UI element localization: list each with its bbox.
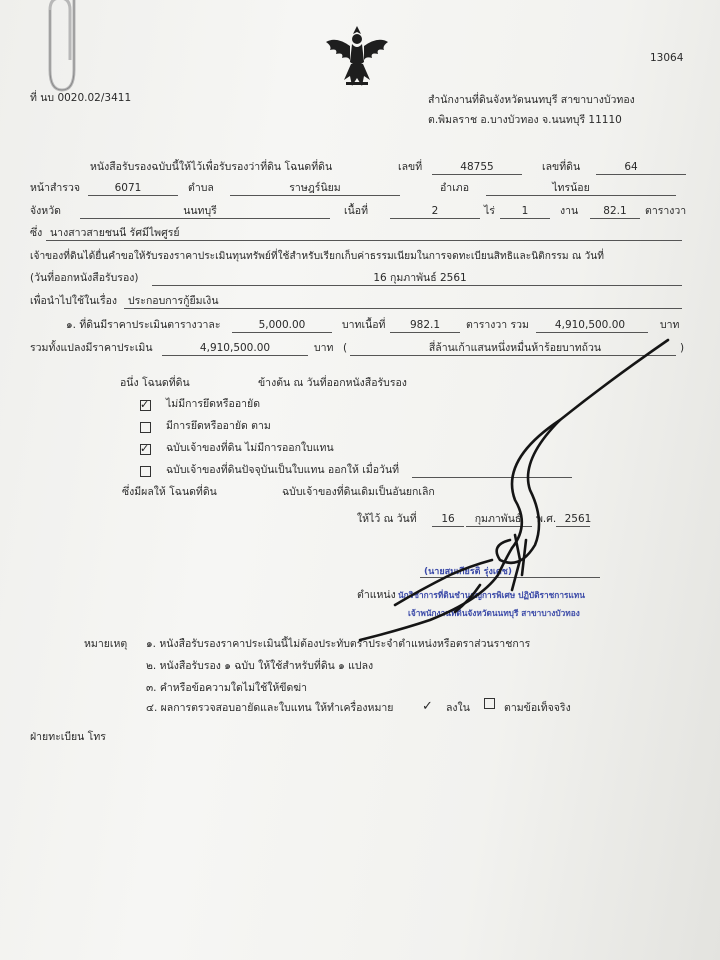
underline [390,218,480,219]
remark-option-2: ตามข้อเท็จจริง [504,702,571,714]
remark-item: ๑. หนังสือรับรองราคาประเมินนี้ไม่ต้องประทับตราประจำตำแหน่งหรือตราส่วนราชการ [146,638,531,650]
price-per-wa: 5,000.00 [258,319,306,331]
given-date-label: ให้ไว้ ณ วันที่ [357,513,417,525]
underline [88,195,178,196]
area-wa-total: 982.1 [409,319,441,331]
district-label: อำเภอ [440,182,470,194]
remarks-label: หมายเหตุ [84,638,128,650]
remark-item: ๒. หนังสือรับรอง ๑ ฉบับ ให้ใช้สำหรับที่ดิน ๑ แปลง [146,660,374,672]
amount-in-words: สี่ล้านเก้าแสนหนึ่งหมื่นห้าร้อยบาทถ้วน [428,342,602,354]
remark-item: ๔. ผลการตรวจสอบอายัดและใบแทน ให้ทำเครื่องหมาย [146,702,394,714]
checkbox-label: ฉบับเจ้าของที่ดินปัจจุบันเป็นใบแทน ออกให้ เมื่อวันที่ [166,464,400,476]
underline [232,332,332,333]
reference-number: ที่ นบ 0020.02/3411 [30,92,132,104]
price-per-wa-label: ๑. ที่ดินมีราคาประเมินตารางวาละ [66,319,221,331]
purpose-label: เพื่อนำไปใช้ในเรื่อง [30,295,118,307]
underline [432,174,522,175]
underline [230,195,400,196]
underline [596,174,686,175]
owner-label: ซึ่ง [30,227,43,239]
effect-text: ฉบับเจ้าของที่ดินเดิมเป็นอันยกเลิก [282,486,435,498]
paren-open: ( [343,342,348,354]
signatory-name: (นายสมเกียรติ รุ่งเดช) [424,567,513,577]
garuda-emblem-icon [322,22,392,92]
remark-option-1: ลงใน [446,702,470,714]
issue-date-label: (วันที่ออกหนังสือรับรอง) [30,272,139,284]
district: ไทรน้อย [552,182,590,194]
given-month: กุมภาพันธ์ [474,513,522,525]
deed-number: 48755 [460,161,494,173]
checkbox-label: ไม่มีการยึดหรืออายัด [166,398,261,410]
underline [590,218,640,219]
underline [412,477,572,478]
baht-label: บาท [660,319,680,331]
total-assessed-label: รวมทั้งแปลงมีราคาประเมิน [30,342,153,354]
underline [350,355,676,356]
subdistrict: ราษฎร์นิยม [289,182,341,194]
given-year: 2561 [564,513,592,525]
total-assessed: 4,910,500.00 [199,342,271,354]
checkbox-replacement[interactable] [140,466,151,477]
ngan-label: งาน [560,205,579,217]
province-label: จังหวัด [30,205,61,217]
position-label: ตำแหน่ง [357,589,396,601]
request-statement: เจ้าของที่ดินได้ยื่นคำขอให้รับรองราคาประเมินทุนทรัพย์ที่ใช้สำหรับเรียกเก็บค่าธรรมเนียมในการจดทะเบียนสิทธิและนิติกรรม ณ วันที่ [30,251,604,262]
baht-label: บาท [314,342,334,354]
footer-registration: ฝ่ายทะเบียน โทร [30,731,106,743]
office-name: สำนักงานที่ดินจังหวัดนนทบุรี สาขาบางบัวทอง [428,94,635,106]
area-ngan: 1 [521,205,529,217]
total-price: 4,910,500.00 [554,319,626,331]
rai-label: ไร่ [484,205,495,217]
underline [124,308,682,309]
area-wa: 82.1 [603,205,627,217]
underline [466,526,532,527]
position-line-1: นักวิชาการที่ดินชำนาญการพิเศษ ปฏิบัติราชการแทน [398,590,585,600]
certificate-statement: หนังสือรับรองฉบับนี้ให้ไว้เพื่อรับรองว่าที่ดิน โฉนดที่ดิน [90,161,333,173]
issue-date: 16 กุมภาพันธ์ 2561 [373,272,467,284]
survey-page: 6071 [114,182,142,194]
underline [390,332,460,333]
wa-label: ตารางวา [645,205,687,217]
purpose: ประกอบการกู้ยืมเงิน [128,295,219,307]
subdistrict-label: ตำบล [188,182,214,194]
checkbox-label: ฉบับเจ้าของที่ดิน ไม่มีการออกใบแทน [166,442,334,454]
underline [162,355,308,356]
check-mark-icon: ✓ [422,699,433,714]
deed-number-label: เลขที่ [398,161,423,173]
effect-label: ซึ่งมีผลให้ โฉนดที่ดิน [122,486,217,498]
deed-note-text: ข้างต้น ณ วันที่ออกหนังสือรับรอง [258,377,407,389]
position-line-2: เจ้าพนักงานที่ดินจังหวัดนนทบุรี สาขาบางบัวทอง [408,608,580,618]
document-number: 13064 [650,52,684,64]
survey-page-label: หน้าสำรวจ [30,182,80,194]
underline [500,218,550,219]
land-number: 64 [624,161,638,173]
owner-name: นางสาวสายชนนี รัศมีไพศูรย์ [50,227,180,239]
province: นนทบุรี [183,205,217,217]
total-label: ตารางวา รวม [466,319,529,331]
given-day: 16 [441,513,455,525]
checkbox-label: มีการยึดหรืออายัด ตาม [166,420,271,432]
paren-close: ) [680,342,685,354]
underline [536,332,648,333]
given-be-label: พ.ศ. [536,513,557,525]
area-rai: 2 [431,205,439,217]
check-mark-icon: ✓ [140,442,150,455]
checkbox-seizure[interactable] [140,422,151,433]
land-number-label: เลขที่ดิน [542,161,581,173]
area-label: เนื้อที่ [344,205,368,217]
area-unit-label: บาทเนื้อที่ [342,319,386,331]
remark-checkbox[interactable] [484,698,495,709]
check-mark-icon: ✓ [140,398,150,411]
underline [152,285,682,286]
underline [420,577,600,578]
underline [80,218,330,219]
underline [556,526,590,527]
remark-item: ๓. คำหรือข้อความใดไม่ใช้ให้ขีดฆ่า [146,682,307,694]
underline [432,526,464,527]
deed-note-label: อนึ่ง โฉนดที่ดิน [120,377,190,389]
office-address: ต.พิมลราช อ.บางบัวทอง จ.นนทบุรี 11110 [428,114,622,126]
underline [46,240,682,241]
underline [486,195,676,196]
